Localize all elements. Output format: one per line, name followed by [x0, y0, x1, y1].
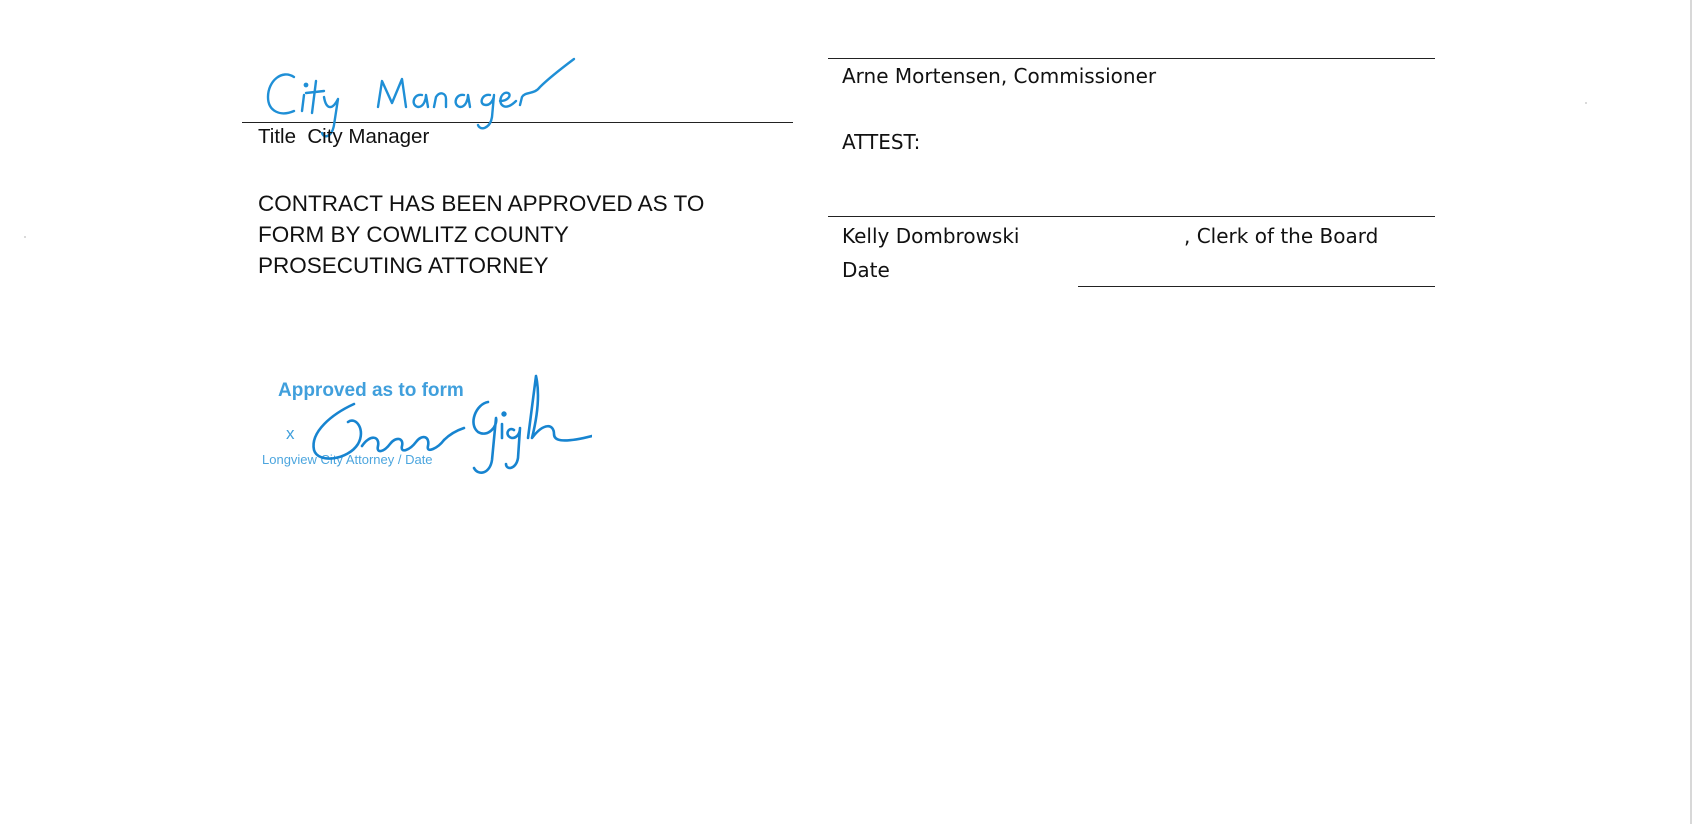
- stamp-line-attorney: Longview City Attorney / Date: [262, 452, 433, 467]
- scan-speck: [1585, 102, 1587, 104]
- clerk-name: Kelly Dombrowski: [842, 224, 1020, 248]
- commissioner-name: Arne Mortensen, Commissioner: [842, 64, 1157, 88]
- scan-edge: [1690, 0, 1692, 824]
- title-value: City Manager: [307, 125, 430, 148]
- title-row: [258, 125, 429, 149]
- clerk-title: , Clerk of the Board: [1184, 224, 1379, 248]
- approval-line-2: FORM BY COWLITZ COUNTY: [258, 222, 569, 247]
- approval-note: [258, 188, 704, 281]
- approval-stamp: [262, 372, 592, 482]
- commissioner-signature-line: [828, 58, 1435, 59]
- date-label: Date: [842, 258, 890, 282]
- stamp-line-approved: Approved as to form: [278, 380, 464, 401]
- title-label: Title: [258, 125, 296, 148]
- clerk-signature-line: [828, 216, 1435, 217]
- approval-line-1: CONTRACT HAS BEEN APPROVED AS TO: [258, 191, 705, 216]
- approval-line-3: PROSECUTING ATTORNEY: [258, 253, 549, 278]
- scan-speck: [24, 236, 26, 238]
- attorney-signature: [292, 374, 592, 482]
- attest-label: ATTEST:: [842, 130, 921, 154]
- stamp-line-x: x: [286, 424, 295, 443]
- date-line: [1078, 286, 1435, 287]
